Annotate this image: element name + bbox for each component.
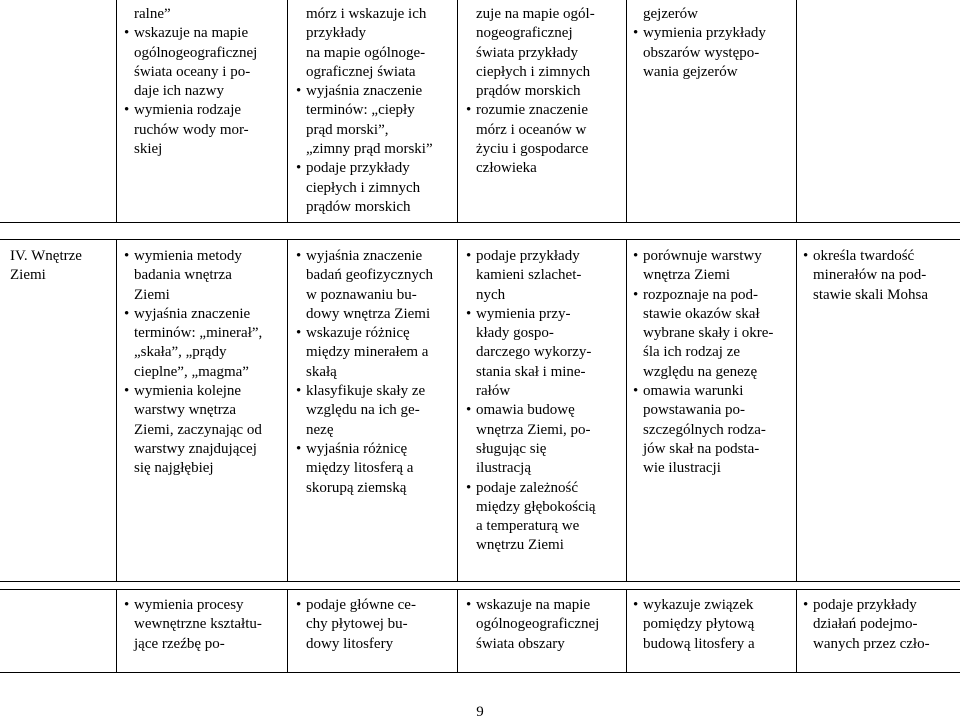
requirement-text: ograficznej świata: [306, 63, 416, 80]
requirement-line: [124, 286, 262, 305]
requirement-text: określa twardość: [813, 248, 915, 264]
bullet-icon: [124, 24, 134, 43]
bullet-icon: [633, 382, 643, 401]
requirement-line: [466, 498, 596, 517]
requirement-text: podaje przykłady: [306, 160, 410, 177]
requirement-text: badań geofizycznych: [306, 267, 434, 284]
row-border: [0, 589, 960, 590]
requirement-line: [633, 459, 773, 478]
requirement-line: [124, 615, 262, 634]
requirement-line: [466, 159, 595, 178]
requirement-line: [296, 63, 433, 82]
bullet-icon: [633, 596, 643, 615]
requirement-text: stawie skali Mohsa: [813, 286, 928, 303]
requirement-text: badania wnętrza: [134, 267, 232, 284]
requirement-text: minerałów na pod-: [813, 267, 927, 284]
requirement-list: [466, 596, 599, 654]
bullet-icon: [296, 382, 306, 401]
requirement-text: daje ich nazwy: [134, 83, 224, 100]
requirement-text: szczególnych rodza-: [643, 421, 766, 438]
cell-requirements: [296, 5, 433, 217]
column-border: [626, 0, 627, 223]
requirement-line: [296, 440, 433, 459]
requirement-text: między litosferą a: [306, 460, 414, 477]
requirement-list: [466, 5, 595, 179]
requirement-text: ciepłych i zimnych: [306, 179, 421, 196]
requirement-line: [803, 596, 930, 615]
requirement-line: [466, 343, 596, 362]
requirement-text: ralne”: [134, 6, 171, 22]
requirement-text: wyjaśnia znaczenie: [306, 248, 423, 264]
requirement-text: wyjaśnia znaczenie: [134, 305, 251, 322]
requirement-line: [466, 24, 595, 43]
requirement-line: [633, 324, 773, 343]
bullet-icon: [296, 159, 306, 178]
requirement-line: [124, 305, 262, 324]
requirement-text: wnętrza Ziemi, po-: [476, 421, 591, 438]
requirement-line: [124, 82, 257, 101]
requirement-line: [466, 63, 595, 82]
requirement-text: omawia warunki: [643, 383, 744, 400]
requirement-line: [466, 615, 599, 634]
requirement-line: [466, 266, 596, 285]
requirement-text: sługując się: [476, 440, 547, 457]
requirement-text: skorupą ziemską: [306, 479, 407, 496]
requirement-text: dowy litosfery: [306, 635, 394, 652]
bullet-icon: [124, 305, 134, 324]
requirement-text: rozpoznaje na pod-: [643, 286, 758, 303]
requirement-text: darczego wykorzy-: [476, 344, 592, 361]
requirement-line: [124, 343, 262, 362]
requirement-text: terminów: „minerał”,: [134, 325, 263, 342]
section-title: [10, 247, 82, 286]
requirement-text: warstwy znajdującej: [134, 440, 257, 457]
cell-requirements: [803, 596, 930, 654]
section-title-line: Ziemi: [10, 267, 46, 284]
requirement-text: zuje na mapie ogól-: [476, 6, 595, 22]
requirement-line: [803, 266, 928, 285]
requirement-line: [633, 343, 773, 362]
cell-requirements: [466, 5, 595, 179]
requirement-line: [124, 140, 257, 159]
requirement-line: [633, 63, 766, 82]
requirement-text: wskazuje na mapie: [476, 597, 591, 613]
requirement-line: [633, 247, 773, 266]
cell-requirements: [466, 247, 596, 556]
requirement-list: [124, 247, 262, 479]
requirement-text: w poznawaniu bu-: [306, 286, 417, 303]
requirement-line: [466, 82, 595, 101]
requirement-line: [633, 440, 773, 459]
requirement-line: [633, 286, 773, 305]
requirement-line: [296, 286, 433, 305]
requirement-text: wymienia procesy: [134, 597, 244, 613]
requirement-line: [124, 121, 257, 140]
requirement-text: wskazuje na mapie: [134, 25, 249, 42]
requirement-text: podaje przykłady: [813, 597, 917, 613]
requirement-line: [466, 101, 595, 120]
row-border: [0, 222, 960, 223]
requirement-line: [296, 5, 433, 24]
column-border: [287, 239, 288, 582]
requirement-line: [466, 140, 595, 159]
requirement-text: nezę: [306, 421, 334, 438]
bullet-icon: [296, 82, 306, 101]
requirement-text: mórz i oceanów w: [476, 121, 587, 138]
requirement-text: działań podejmo-: [813, 616, 918, 633]
requirement-text: między głębokością: [476, 498, 596, 515]
requirement-line: [466, 421, 596, 440]
requirement-text: kłady gospo-: [476, 325, 554, 342]
requirement-line: [466, 536, 596, 555]
requirement-line: [633, 24, 766, 43]
row-border: [0, 672, 960, 673]
requirement-line: [124, 635, 262, 654]
requirement-list: [803, 596, 930, 654]
requirement-text: ogólnogeograficznej: [134, 44, 258, 61]
requirement-list: [633, 247, 773, 479]
requirement-text: prądów morskich: [306, 198, 411, 215]
requirement-text: Ziemi, zaczynając od: [134, 421, 262, 438]
requirement-line: [296, 343, 433, 362]
requirement-line: [466, 517, 596, 536]
requirement-text: prąd morski”,: [306, 121, 389, 138]
cell-requirements: [633, 247, 773, 479]
requirement-line: [466, 596, 599, 615]
requirement-line: [633, 401, 773, 420]
requirement-text: między minerałem a: [306, 344, 429, 361]
bullet-icon: [296, 440, 306, 459]
table-row-section-iv: [0, 239, 960, 582]
requirement-line: [124, 440, 262, 459]
requirement-text: podaje przykłady: [476, 248, 580, 264]
requirement-line: [803, 286, 928, 305]
requirement-text: skałą: [306, 363, 337, 380]
requirement-line: [124, 363, 262, 382]
requirement-line: [466, 479, 596, 498]
requirement-text: wymienia przy-: [476, 305, 571, 322]
requirement-line: [803, 247, 928, 266]
requirement-text: rałów: [476, 383, 511, 400]
bullet-icon: [803, 596, 813, 615]
bullet-icon: [466, 596, 476, 615]
bullet-icon: [633, 24, 643, 43]
requirement-line: [633, 421, 773, 440]
requirement-text: wymienia kolejne: [134, 383, 242, 400]
requirement-line: [296, 421, 433, 440]
requirement-list: [124, 5, 257, 159]
requirement-line: [633, 5, 766, 24]
requirement-line: [124, 247, 262, 266]
requirement-line: [296, 140, 433, 159]
bullet-icon: [466, 247, 476, 266]
requirement-text: „zimny prąd morski”: [306, 141, 433, 158]
requirement-line: [124, 101, 257, 120]
table-row-continuation: [0, 0, 960, 223]
requirement-text: podaje zależność: [476, 479, 579, 496]
requirement-text: życiu i gospodarce: [476, 141, 589, 158]
requirement-text: na mapie ogólnoge-: [306, 44, 426, 61]
requirement-text: wewnętrzne kształtu-: [134, 616, 262, 633]
requirement-text: terminów: „ciepły: [306, 102, 415, 119]
requirement-text: względu na genezę: [643, 363, 758, 380]
requirement-text: pomiędzy płytową: [643, 616, 755, 633]
requirement-text: stawie okazów skał: [643, 305, 760, 322]
requirement-text: klasyfikuje skały ze: [306, 383, 426, 400]
row-border: [0, 581, 960, 582]
requirement-text: jów skał na podsta-: [643, 440, 760, 457]
requirement-line: [466, 440, 596, 459]
requirement-line: [124, 324, 262, 343]
requirement-line: [124, 24, 257, 43]
requirement-text: względu na ich ge-: [306, 402, 420, 419]
requirement-text: wnętrzu Ziemi: [476, 537, 564, 554]
requirement-line: [466, 401, 596, 420]
bullet-icon: [466, 401, 476, 420]
bullet-icon: [466, 479, 476, 498]
requirement-text: a temperaturą we: [476, 518, 580, 535]
requirement-list: [296, 596, 416, 654]
requirement-text: gejzerów: [643, 6, 698, 22]
requirement-text: Ziemi: [134, 286, 170, 303]
column-border: [116, 589, 117, 673]
requirement-line: [296, 363, 433, 382]
requirement-line: [633, 266, 773, 285]
requirement-text: wykazuje związek: [643, 597, 754, 613]
page-number: 9: [476, 704, 484, 720]
requirement-line: [633, 615, 755, 634]
column-border: [116, 0, 117, 223]
column-border: [457, 0, 458, 223]
requirement-text: „skała”, „prądy: [134, 344, 227, 361]
requirement-text: chy płytowej bu-: [306, 616, 408, 633]
requirement-line: [466, 286, 596, 305]
requirement-text: porównuje warstwy: [643, 248, 762, 264]
bullet-icon: [296, 247, 306, 266]
requirement-line: [124, 421, 262, 440]
requirement-text: świata przykłady: [476, 44, 579, 61]
requirement-line: [466, 305, 596, 324]
column-border: [796, 239, 797, 582]
bullet-icon: [124, 596, 134, 615]
requirement-text: śla ich rodzaj ze: [643, 344, 741, 361]
requirement-line: [633, 596, 755, 615]
bullet-icon: [466, 101, 476, 120]
requirement-text: jące rzeźbę po-: [134, 635, 225, 652]
requirement-list: [803, 247, 928, 305]
requirement-text: wanych przez czło-: [813, 635, 930, 652]
cell-requirements: [124, 247, 262, 479]
requirement-line: [296, 401, 433, 420]
requirement-text: ciepłych i zimnych: [476, 63, 591, 80]
requirement-text: cieplne”, „magma”: [134, 363, 249, 380]
requirement-line: [124, 266, 262, 285]
requirement-text: wymienia rodzaje: [134, 102, 242, 119]
cell-requirements: [633, 5, 766, 82]
requirement-text: stania skał i mine-: [476, 363, 586, 380]
requirement-line: [296, 615, 416, 634]
requirement-line: [803, 615, 930, 634]
requirement-line: [296, 24, 433, 43]
requirement-list: [633, 596, 755, 654]
cell-requirements: [803, 247, 928, 305]
requirement-line: [124, 401, 262, 420]
requirement-line: [296, 44, 433, 63]
requirement-list: [466, 247, 596, 556]
requirement-line: [296, 324, 433, 343]
bullet-icon: [124, 382, 134, 401]
requirement-text: świata obszary: [476, 635, 565, 652]
requirement-text: skiej: [134, 141, 163, 158]
requirement-list: [124, 596, 262, 654]
requirement-line: [296, 121, 433, 140]
requirement-line: [124, 382, 262, 401]
requirement-line: [466, 635, 599, 654]
requirement-text: nych: [476, 286, 506, 303]
row-border: [0, 239, 960, 240]
requirement-text: prądów morskich: [476, 83, 581, 100]
requirement-list: [633, 5, 766, 82]
requirement-line: [466, 382, 596, 401]
requirement-line: [124, 63, 257, 82]
requirement-line: [296, 479, 433, 498]
requirement-line: [296, 101, 433, 120]
requirement-line: [803, 635, 930, 654]
requirement-line: [124, 596, 262, 615]
requirement-text: przykłady: [306, 25, 366, 42]
requirement-line: [296, 305, 433, 324]
requirement-line: [466, 363, 596, 382]
column-border: [626, 239, 627, 582]
requirement-text: dowy wnętrza Ziemi: [306, 305, 431, 322]
requirement-line: [296, 159, 433, 178]
bullet-icon: [124, 247, 134, 266]
cell-requirements: [124, 5, 257, 159]
requirement-line: [466, 5, 595, 24]
requirement-line: [466, 44, 595, 63]
requirement-text: wnętrza Ziemi: [643, 267, 731, 284]
requirement-line: [633, 382, 773, 401]
cell-requirements: [466, 596, 599, 654]
requirement-text: ruchów wody mor-: [134, 121, 249, 138]
column-border: [796, 589, 797, 673]
requirement-line: [296, 82, 433, 101]
column-border: [457, 239, 458, 582]
requirement-line: [296, 596, 416, 615]
requirement-line: [296, 247, 433, 266]
requirement-text: wyjaśnia różnicę: [306, 440, 408, 457]
requirement-text: powstawania po-: [643, 402, 746, 419]
requirement-text: wymienia metody: [134, 248, 242, 264]
bullet-icon: [803, 247, 813, 266]
section-title-line: IV. Wnętrze: [10, 248, 82, 264]
requirement-line: [466, 121, 595, 140]
bullet-icon: [633, 247, 643, 266]
requirement-line: [296, 198, 433, 217]
requirement-line: [466, 247, 596, 266]
requirement-text: podaje główne ce-: [306, 597, 416, 613]
bullet-icon: [466, 305, 476, 324]
requirement-line: [296, 266, 433, 285]
table-row-next: [0, 589, 960, 673]
requirement-line: [296, 179, 433, 198]
column-border: [287, 589, 288, 673]
bullet-icon: [296, 324, 306, 343]
bullet-icon: [296, 596, 306, 615]
requirement-text: nogeograficznej: [476, 25, 573, 42]
requirement-line: [124, 44, 257, 63]
cell-requirements: [633, 596, 755, 654]
requirement-text: ogólnogeograficznej: [476, 616, 600, 633]
requirement-list: [296, 247, 433, 498]
column-border: [457, 589, 458, 673]
requirement-line: [633, 44, 766, 63]
bullet-icon: [124, 101, 134, 120]
requirement-line: [466, 459, 596, 478]
requirement-line: [633, 305, 773, 324]
requirement-text: się najgłębiej: [134, 460, 214, 477]
requirement-line: [296, 635, 416, 654]
requirement-line: [296, 382, 433, 401]
cell-requirements: [296, 596, 416, 654]
requirement-text: warstwy wnętrza: [134, 402, 237, 419]
cell-requirements: [296, 247, 433, 498]
requirement-text: świata oceany i po-: [134, 63, 251, 80]
cell-requirements: [124, 596, 262, 654]
requirement-text: wania gejzerów: [643, 63, 738, 80]
requirement-line: [296, 459, 433, 478]
requirement-line: [124, 5, 257, 24]
requirement-text: kamieni szlachet-: [476, 267, 582, 284]
bullet-icon: [633, 286, 643, 305]
column-border: [626, 589, 627, 673]
requirement-text: mórz i wskazuje ich: [306, 6, 427, 22]
requirement-line: [633, 635, 755, 654]
requirement-text: omawia budowę: [476, 402, 575, 419]
requirement-text: ilustracją: [476, 460, 531, 477]
requirement-text: wskazuje różnicę: [306, 325, 410, 342]
column-border: [796, 0, 797, 223]
column-border: [116, 239, 117, 582]
requirement-list: [296, 5, 433, 217]
requirement-text: rozumie znaczenie: [476, 102, 589, 119]
requirement-text: człowieka: [476, 160, 537, 177]
requirement-line: [633, 363, 773, 382]
requirement-text: budową litosfery a: [643, 635, 755, 652]
requirement-text: wybrane skały i okre-: [643, 325, 774, 342]
requirement-line: [124, 459, 262, 478]
requirement-text: obszarów występo-: [643, 44, 760, 61]
requirement-text: wyjaśnia znaczenie: [306, 83, 423, 100]
requirement-line: [466, 324, 596, 343]
requirement-text: wymienia przykłady: [643, 25, 766, 42]
requirement-text: wie ilustracji: [643, 460, 721, 477]
column-border: [287, 0, 288, 223]
